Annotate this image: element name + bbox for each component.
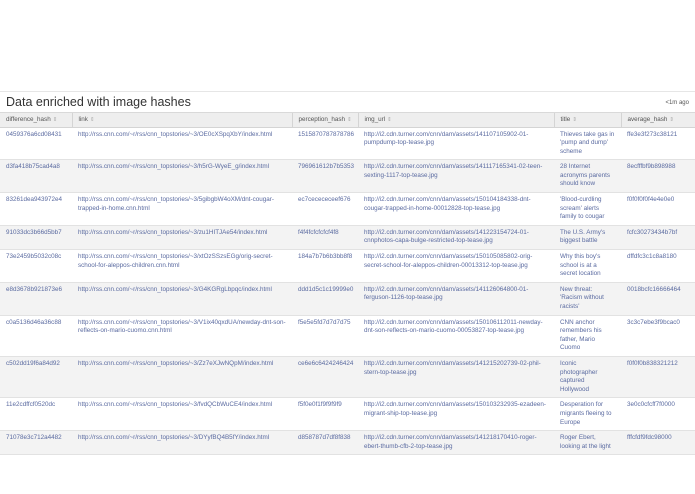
column-header-title[interactable]: title ⇕ (554, 113, 621, 127)
cell-title[interactable]: New threat: 'Racism without racists' (554, 282, 621, 315)
cell-title[interactable]: The U.S. Army's biggest battle (554, 225, 621, 249)
cell-average-hash[interactable]: fffcfdf9fdc98000 (621, 431, 695, 455)
cell-perception-hash[interactable]: 796961612b7b5353 (292, 160, 358, 193)
column-header-link[interactable]: link ⇕ (72, 113, 292, 127)
cell-perception-hash[interactable]: ce6e6c6424246424 (292, 356, 358, 397)
cell-img-url[interactable]: http://i2.cdn.turner.com/cnn/dam/assets/141223154724-01-cnnphotos-capa-bulge-restricted-top-tease.jpg (358, 225, 554, 249)
cell-perception-hash[interactable]: d858787d7df8f838 (292, 431, 358, 455)
cell-average-hash[interactable]: f0f0f0b838321212 (621, 356, 695, 397)
cell-link[interactable]: http://rss.cnn.com/~r/rss/cnn_topstories/~3/DYyfBQ4B5fY/index.html (72, 431, 292, 455)
cell-link[interactable]: http://rss.cnn.com/~r/rss/cnn_topstories/~3/5gibgbW4oXM/dnt-cougar-trapped-in-home.cnn.html (72, 193, 292, 226)
cell-title[interactable]: Why this boy's school is at a secret location (554, 250, 621, 283)
table-row (0, 315, 695, 356)
cell-perception-hash[interactable]: f5e5e5fd7d7d7d75 (292, 315, 358, 356)
cell-difference-hash[interactable]: 73e2459b5032c08c (0, 250, 72, 283)
cell-difference-hash[interactable]: 83261dea943972e4 (0, 193, 72, 226)
cell-average-hash[interactable]: f0f0f0f0f4e4e0e0 (621, 193, 695, 226)
column-header-img-url[interactable]: img_url ⇕ (358, 113, 554, 127)
cell-average-hash[interactable]: 3e0c0cfcff7f0000 (621, 398, 695, 431)
cell-title[interactable]: 'Blood-curdling scream' alerts family to cougar (554, 193, 621, 226)
cell-perception-hash[interactable]: f5f0e0f1f9f9f9f9 (292, 398, 358, 431)
sort-icon: ⇕ (669, 117, 675, 124)
table-row (0, 282, 695, 315)
cell-difference-hash[interactable]: 91033dc3b66d5bb7 (0, 225, 72, 249)
sort-icon: ⇕ (572, 117, 577, 124)
table-row (0, 127, 695, 160)
cell-img-url[interactable]: http://i2.cdn.turner.com/cnn/dam/assets/150103232935-ezadeen-migrant-ship-top-tease.jpg (358, 398, 554, 431)
cell-link[interactable]: http://rss.cnn.com/~r/rss/cnn_topstories/~3/G4KGRgLbpqc/index.html (72, 282, 292, 315)
panel-title: Data enriched with image hashes (6, 95, 191, 109)
cell-difference-hash[interactable]: 11e2cdffcf0520dc (0, 398, 72, 431)
cell-average-hash[interactable]: ffe3e3f273c38121 (621, 127, 695, 160)
cell-difference-hash[interactable]: 0459376a6cd08431 (0, 127, 72, 160)
results-table (0, 113, 695, 455)
cell-title[interactable]: CNN anchor remembers his father, Mario Cuomo (554, 315, 621, 356)
cell-average-hash[interactable]: dffdfc3c1c8a8180 (621, 250, 695, 283)
cell-perception-hash[interactable]: f4f4fcfcfcfcf4f8 (292, 225, 358, 249)
cell-perception-hash[interactable]: 184a7b7b6b3bb8f8 (292, 250, 358, 283)
cell-average-hash[interactable]: 3c3c7ebe3f9bcac0 (621, 315, 695, 356)
table-row (0, 398, 695, 431)
cell-link[interactable]: http://rss.cnn.com/~r/rss/cnn_topstories/~3/xtOzSSzsEGg/orig-secret-school-for-aleppos-children.cnn.html (72, 250, 292, 283)
cell-img-url[interactable]: http://i2.cdn.turner.com/cnn/dam/assets/141126064800-01-ferguson-1126-top-tease.jpg (358, 282, 554, 315)
last-updated-label: <1m ago (665, 100, 689, 106)
cell-average-hash[interactable]: 0018bcfc16666464 (621, 282, 695, 315)
panel-header (0, 92, 695, 113)
sort-icon: ⇕ (89, 117, 95, 124)
cell-difference-hash[interactable]: c502dd19f6a84d92 (0, 356, 72, 397)
cell-perception-hash[interactable]: 1515870787878786 (292, 127, 358, 160)
cell-link[interactable]: http://rss.cnn.com/~r/rss/cnn_topstories/~3/V1ix40qxdUA/newday-dnt-son-reflects-on-mario-cuomo.cnn.html (72, 315, 292, 356)
cell-difference-hash[interactable]: c0a5136d46a36c88 (0, 315, 72, 356)
table-row (0, 431, 695, 455)
column-header-difference-hash[interactable]: difference_hash ⇕ (0, 113, 72, 127)
cell-link[interactable]: http://rss.cnn.com/~r/rss/cnn_topstories/~3/Zz7eXJwNQpM/index.html (72, 356, 292, 397)
column-header-perception-hash[interactable]: perception_hash ⇕ (292, 113, 358, 127)
cell-title[interactable]: 28 Internet acronyms parents should know (554, 160, 621, 193)
sort-icon: ⇕ (52, 117, 58, 124)
table-row (0, 356, 695, 397)
sort-icon: ⇕ (387, 117, 392, 124)
cell-title[interactable]: Desperation for migrants fleeing to Europe (554, 398, 621, 431)
cell-img-url[interactable]: http://i2.cdn.turner.com/cnn/dam/assets/141215202739-02-phil-stern-top-tease.jpg (358, 356, 554, 397)
cell-title[interactable]: Thieves take gas in 'pump and dump' scheme (554, 127, 621, 160)
cell-average-hash[interactable]: 8ecfffbf9b898988 (621, 160, 695, 193)
cell-link[interactable]: http://rss.cnn.com/~r/rss/cnn_topstories/~3/h5rG-WyeE_g/index.html (72, 160, 292, 193)
table-row (0, 160, 695, 193)
table-row (0, 250, 695, 283)
table-row (0, 225, 695, 249)
cell-img-url[interactable]: http://i2.cdn.turner.com/cnn/dam/assets/141117165341-02-teen-sexting-1117-top-tease.jpg (358, 160, 554, 193)
cell-difference-hash[interactable]: 71078e3c712a4482 (0, 431, 72, 455)
cell-link[interactable]: http://rss.cnn.com/~r/rss/cnn_topstories/~3/zu1HITJAe54/index.html (72, 225, 292, 249)
cell-img-url[interactable]: http://i2.cdn.turner.com/cnn/dam/assets/150106112011-newday-dnt-son-reflects-on-mario-cuomo-00053827-top-tease.jpg (358, 315, 554, 356)
table-row (0, 193, 695, 226)
cell-link[interactable]: http://rss.cnn.com/~r/rss/cnn_topstories/~3/fvdQCbWuCE4/index.html (72, 398, 292, 431)
cell-link[interactable]: http://rss.cnn.com/~r/rss/cnn_topstories/~3/OE0cXSpqXbY/index.html (72, 127, 292, 160)
cell-perception-hash[interactable]: ddd1d5c1c19999e0 (292, 282, 358, 315)
cell-difference-hash[interactable]: d3fa418b75cad4a8 (0, 160, 72, 193)
cell-title[interactable]: Roger Ebert, looking at the light (554, 431, 621, 455)
table-header-row (0, 113, 695, 127)
cell-perception-hash[interactable]: ec7cecececeef676 (292, 193, 358, 226)
results-panel (0, 91, 695, 455)
cell-difference-hash[interactable]: e8d3678b921873e6 (0, 282, 72, 315)
cell-title[interactable]: Iconic photographer captured Hollywood (554, 356, 621, 397)
cell-img-url[interactable]: http://i2.cdn.turner.com/cnn/dam/assets/150105085802-orig-secret-school-for-aleppos-children-00013312-top-tease.jpg (358, 250, 554, 283)
cell-img-url[interactable]: http://i2.cdn.turner.com/cnn/dam/assets/141107105902-01-pumpdump-top-tease.jpg (358, 127, 554, 160)
cell-img-url[interactable]: http://i2.cdn.turner.com/cnn/dam/assets/150104184338-dnt-cougar-trapped-in-home-00012828-top-tease.jpg (358, 193, 554, 226)
cell-img-url[interactable]: http://i2.cdn.turner.com/cnn/dam/assets/141218170410-roger-ebert-thumb-cfb-2-top-tease.jpg (358, 431, 554, 455)
cell-average-hash[interactable]: fcfc30273434b7bf (621, 225, 695, 249)
column-header-average-hash[interactable]: average_hash ⇕ (621, 113, 695, 127)
sort-icon: ⇕ (347, 117, 352, 124)
